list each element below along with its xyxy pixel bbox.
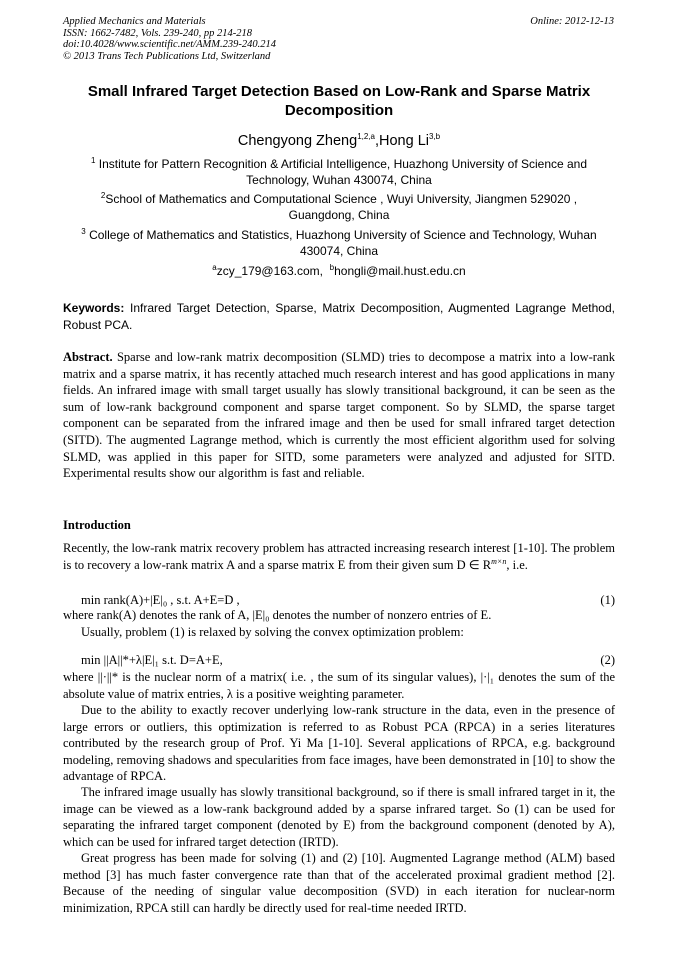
affiliation-3 [70,228,608,259]
affiliation-2-text: School of Mathematics and Computational Science , Wuyi University, Jiangmen 529020 , Guangdong, China [105,192,578,222]
copyright-line: © 2013 Trans Tech Publications Ltd, Switzerland [63,50,271,62]
online-date: Online: 2012-12-13 [530,16,614,27]
doi-line: doi:10.4028/www.scientific.net/AMM.239-240.214 [63,39,276,50]
journal-name: Applied Mechanics and Materials [63,16,206,27]
author-1: Chengyong Zheng [237,133,358,149]
author-line [63,133,615,149]
keywords [63,300,615,333]
intro-paragraph-6: The infrared image usually has slowly transitional background, so if there is small infrared target in it, the image can be viewed as a low-rank background added by a sparse infrared target. So (1) can be used for separating the infrared target component (denoted by E) from the background component (denoted by A), which can be used for infrared target detection (IRTD). [63,785,615,849]
equation-2-number: (2) [600,653,615,667]
email-a[interactable]: zcy_179@163.com, [216,264,323,278]
equation-1-body: min rank(A)+|E|₀ , s.t. A+E=D , [81,593,240,607]
abstract [63,349,615,482]
paper-title: Small Infrared Target Detection Based on Low-Rank and Sparse Matrix Decomposition [87,83,591,119]
affiliation-1 [70,157,608,188]
intro-paragraph-4: where ||·||* is the nuclear norm of a matrix( i.e. , the sum of its singular values), |·|₁ denotes the sum of the absolute value of matrix entries, λ is a positive weighting parameter. [63,670,615,701]
author-2: ,Hong Li [374,133,429,149]
intro-paragraph-1 [63,540,615,573]
affiliation-2-sup: 2 [100,191,106,200]
journal-header [63,16,276,62]
issn-line: ISSN: 1662-7482, Vols. 239-240, pp 214-218 [63,27,252,39]
email-b-sup: b [329,263,335,272]
abstract-label: Abstract. [63,350,113,364]
affiliation-3-text: College of Mathematics and Statistics, Huazhong University of Science and Technology, Wuhan 430074, China [89,228,597,258]
equation-1 [81,593,615,608]
email-a-sup: a [212,263,217,272]
intro-paragraph-2: where rank(A) denotes the rank of A, |E|₀ denotes the number of nonzero entries of E. [63,608,492,622]
intro-paragraph-5: Due to the ability to exactly recover underlying low-rank structure in the data, even in the presence of large errors or outliers, this optimization is referred to as Robust PCA (RPCA) in a series literatures contributed by the research group of Prof. Yi Ma [1-10]. Several applications of RPCA, e.g. background modeling, removing shadows and specularities from face images, have been demonstrated in [10] to show the advantage of RPCA. [63,703,615,783]
abstract-text: Sparse and low-rank matrix decomposition (SLMD) tries to decompose a matrix into a low-rank matrix and a sparse matrix, it has recently attached much research interest and has good applications in many fields. An infrared image with small target usually has slowly transitional background, it can be seen as the sum of low-rank background component and sparse target component. So by SLMD, the sparse target component can be separated from the infrared image and then be used for small infrared target detection (SITD). The augmented Lagrange method, which is currently the most efficient algorithm used for solving SLMD, was applied in this paper for SITD, some parameters were analyzed and adjusted for SITD. Experimental results show our algorithm is fast and reliable. [63,350,615,481]
affiliation-2 [70,192,608,223]
equation-2 [81,653,615,668]
section-heading-introduction: Introduction [63,518,131,532]
email-line [70,264,608,280]
intro-p1-sup: m×n [491,556,507,566]
intro-p1-end: , i.e. [506,557,528,572]
intro-paragraph-3: Usually, problem (1) is relaxed by solving the convex optimization problem: [81,625,464,639]
affiliation-3-sup: 3 [81,227,86,236]
equation-1-number: (1) [600,593,615,607]
affiliation-1-text: Institute for Pattern Recognition & Artificial Intelligence, Huazhong University of Science and Technology, Wuhan 430074, China [98,157,588,187]
keywords-label: Keywords: [63,301,125,315]
author-2-sup: 3,b [429,132,441,142]
intro-p1-text: Recently, the low-rank matrix recovery problem has attracted increasing research interest [1-10]. The problem is to recovery a low-rank matrix A and a sparse matrix E from their given sum D ∈ R [63,541,615,572]
intro-paragraph-7: Great progress has been made for solving (1) and (2) [10]. Augmented Lagrange method (ALM) based method [3] has much faster convergence rate than that of the accelerated proximal gradient method [2]. Because of the needing of singular value decomposition (SVD) in each iteration for nuclear-norm minimization, RPCA still can hardly be directly used for real-time needed IRTD. [63,851,615,915]
keywords-text: Infrared Target Detection, Sparse, Matrix Decomposition, Augmented Lagrange Method, Robust PCA. [63,301,615,332]
email-b[interactable]: hongli@mail.hust.edu.cn [334,264,466,278]
affiliation-1-sup: 1 [90,156,96,165]
equation-2-body: min ||A||*+λ|E|₁ s.t. D=A+E, [81,653,223,667]
author-1-sup: 1,2,a [357,132,375,142]
